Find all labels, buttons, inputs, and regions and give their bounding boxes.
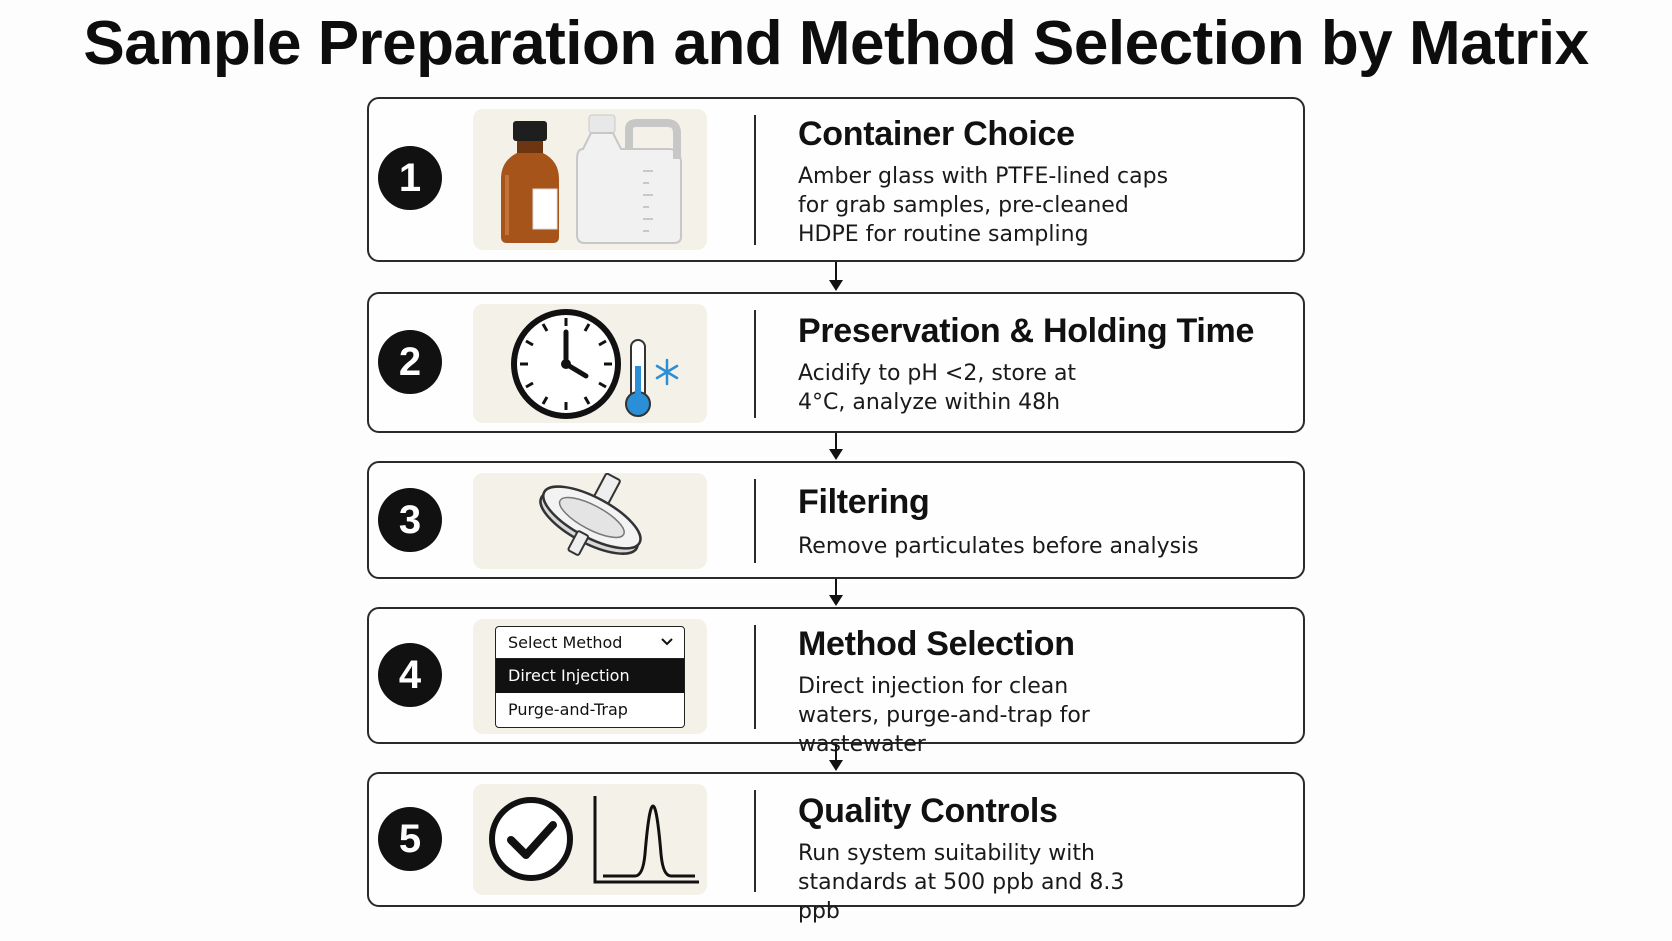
method-option-purge-and-trap[interactable]: Purge-and-Trap — [508, 700, 628, 719]
step-description: Amber glass with PTFE-lined caps for grab samples, pre-cleaned HDPE for routine sampling — [798, 164, 1169, 247]
step-heading: Filtering — [798, 483, 930, 521]
step-description: Remove particulates before analysis — [798, 534, 1199, 559]
divider — [754, 790, 756, 892]
step-number-badge: 2 — [378, 330, 442, 394]
syringe-filter-icon — [473, 473, 707, 569]
method-dropdown-label: Select Method — [508, 632, 623, 652]
flow-arrow — [828, 579, 844, 607]
step-text — [798, 115, 1278, 249]
divider — [754, 115, 756, 245]
step-preservation — [367, 292, 1305, 433]
amber-bottle-icon — [501, 121, 559, 243]
flow-arrow — [828, 433, 844, 461]
step-text — [798, 792, 1278, 926]
hdpe-jug-icon — [577, 115, 681, 243]
step-number-badge: 1 — [378, 146, 442, 210]
step-heading: Container Choice — [798, 115, 1075, 153]
step-heading: Preservation & Holding Time — [798, 312, 1255, 350]
step-filtering — [367, 461, 1305, 579]
page-title: Sample Preparation and Method Selection by Matrix — [83, 9, 1589, 78]
step-illustration — [473, 109, 707, 250]
method-option-direct-injection[interactable]: Direct Injection — [496, 659, 684, 693]
clock-icon — [514, 312, 618, 416]
flow-arrow — [828, 744, 844, 772]
step-illustration — [473, 304, 707, 423]
step-text — [798, 483, 1278, 561]
step-number-badge: 4 — [378, 643, 442, 707]
method-dropdown[interactable] — [495, 626, 685, 728]
step-quality-controls — [367, 772, 1305, 924]
step-number-badge: 3 — [378, 488, 442, 552]
chromatogram-peak-icon — [595, 796, 699, 882]
step-illustration — [473, 473, 707, 569]
step-container-choice — [367, 97, 1305, 262]
step-description: Acidify to pH <2, store at 4°C, analyze within 48h — [798, 361, 1077, 415]
step-number-badge: 5 — [378, 807, 442, 871]
step-heading: Method Selection — [798, 625, 1075, 663]
step-description: Run system suitability with standards at 500 ppb and 8.3 ppb — [798, 841, 1125, 924]
checkmark-circle-icon — [492, 800, 570, 878]
chevron-down-icon — [660, 637, 674, 647]
divider — [754, 479, 756, 563]
step-text — [798, 312, 1278, 417]
method-dropdown-header[interactable] — [496, 627, 684, 659]
step-text — [798, 625, 1278, 759]
divider — [754, 625, 756, 729]
snowflake-icon — [657, 360, 677, 384]
thermometer-icon — [626, 340, 650, 416]
step-method-selection — [367, 607, 1305, 757]
step-heading: Quality Controls — [798, 792, 1058, 830]
flow-arrow — [828, 262, 844, 292]
step-illustration — [473, 784, 707, 895]
step-illustration — [473, 619, 707, 734]
step-description: Direct injection for clean waters, purge-and-trap for wastewater — [798, 674, 1090, 757]
divider — [754, 310, 756, 418]
